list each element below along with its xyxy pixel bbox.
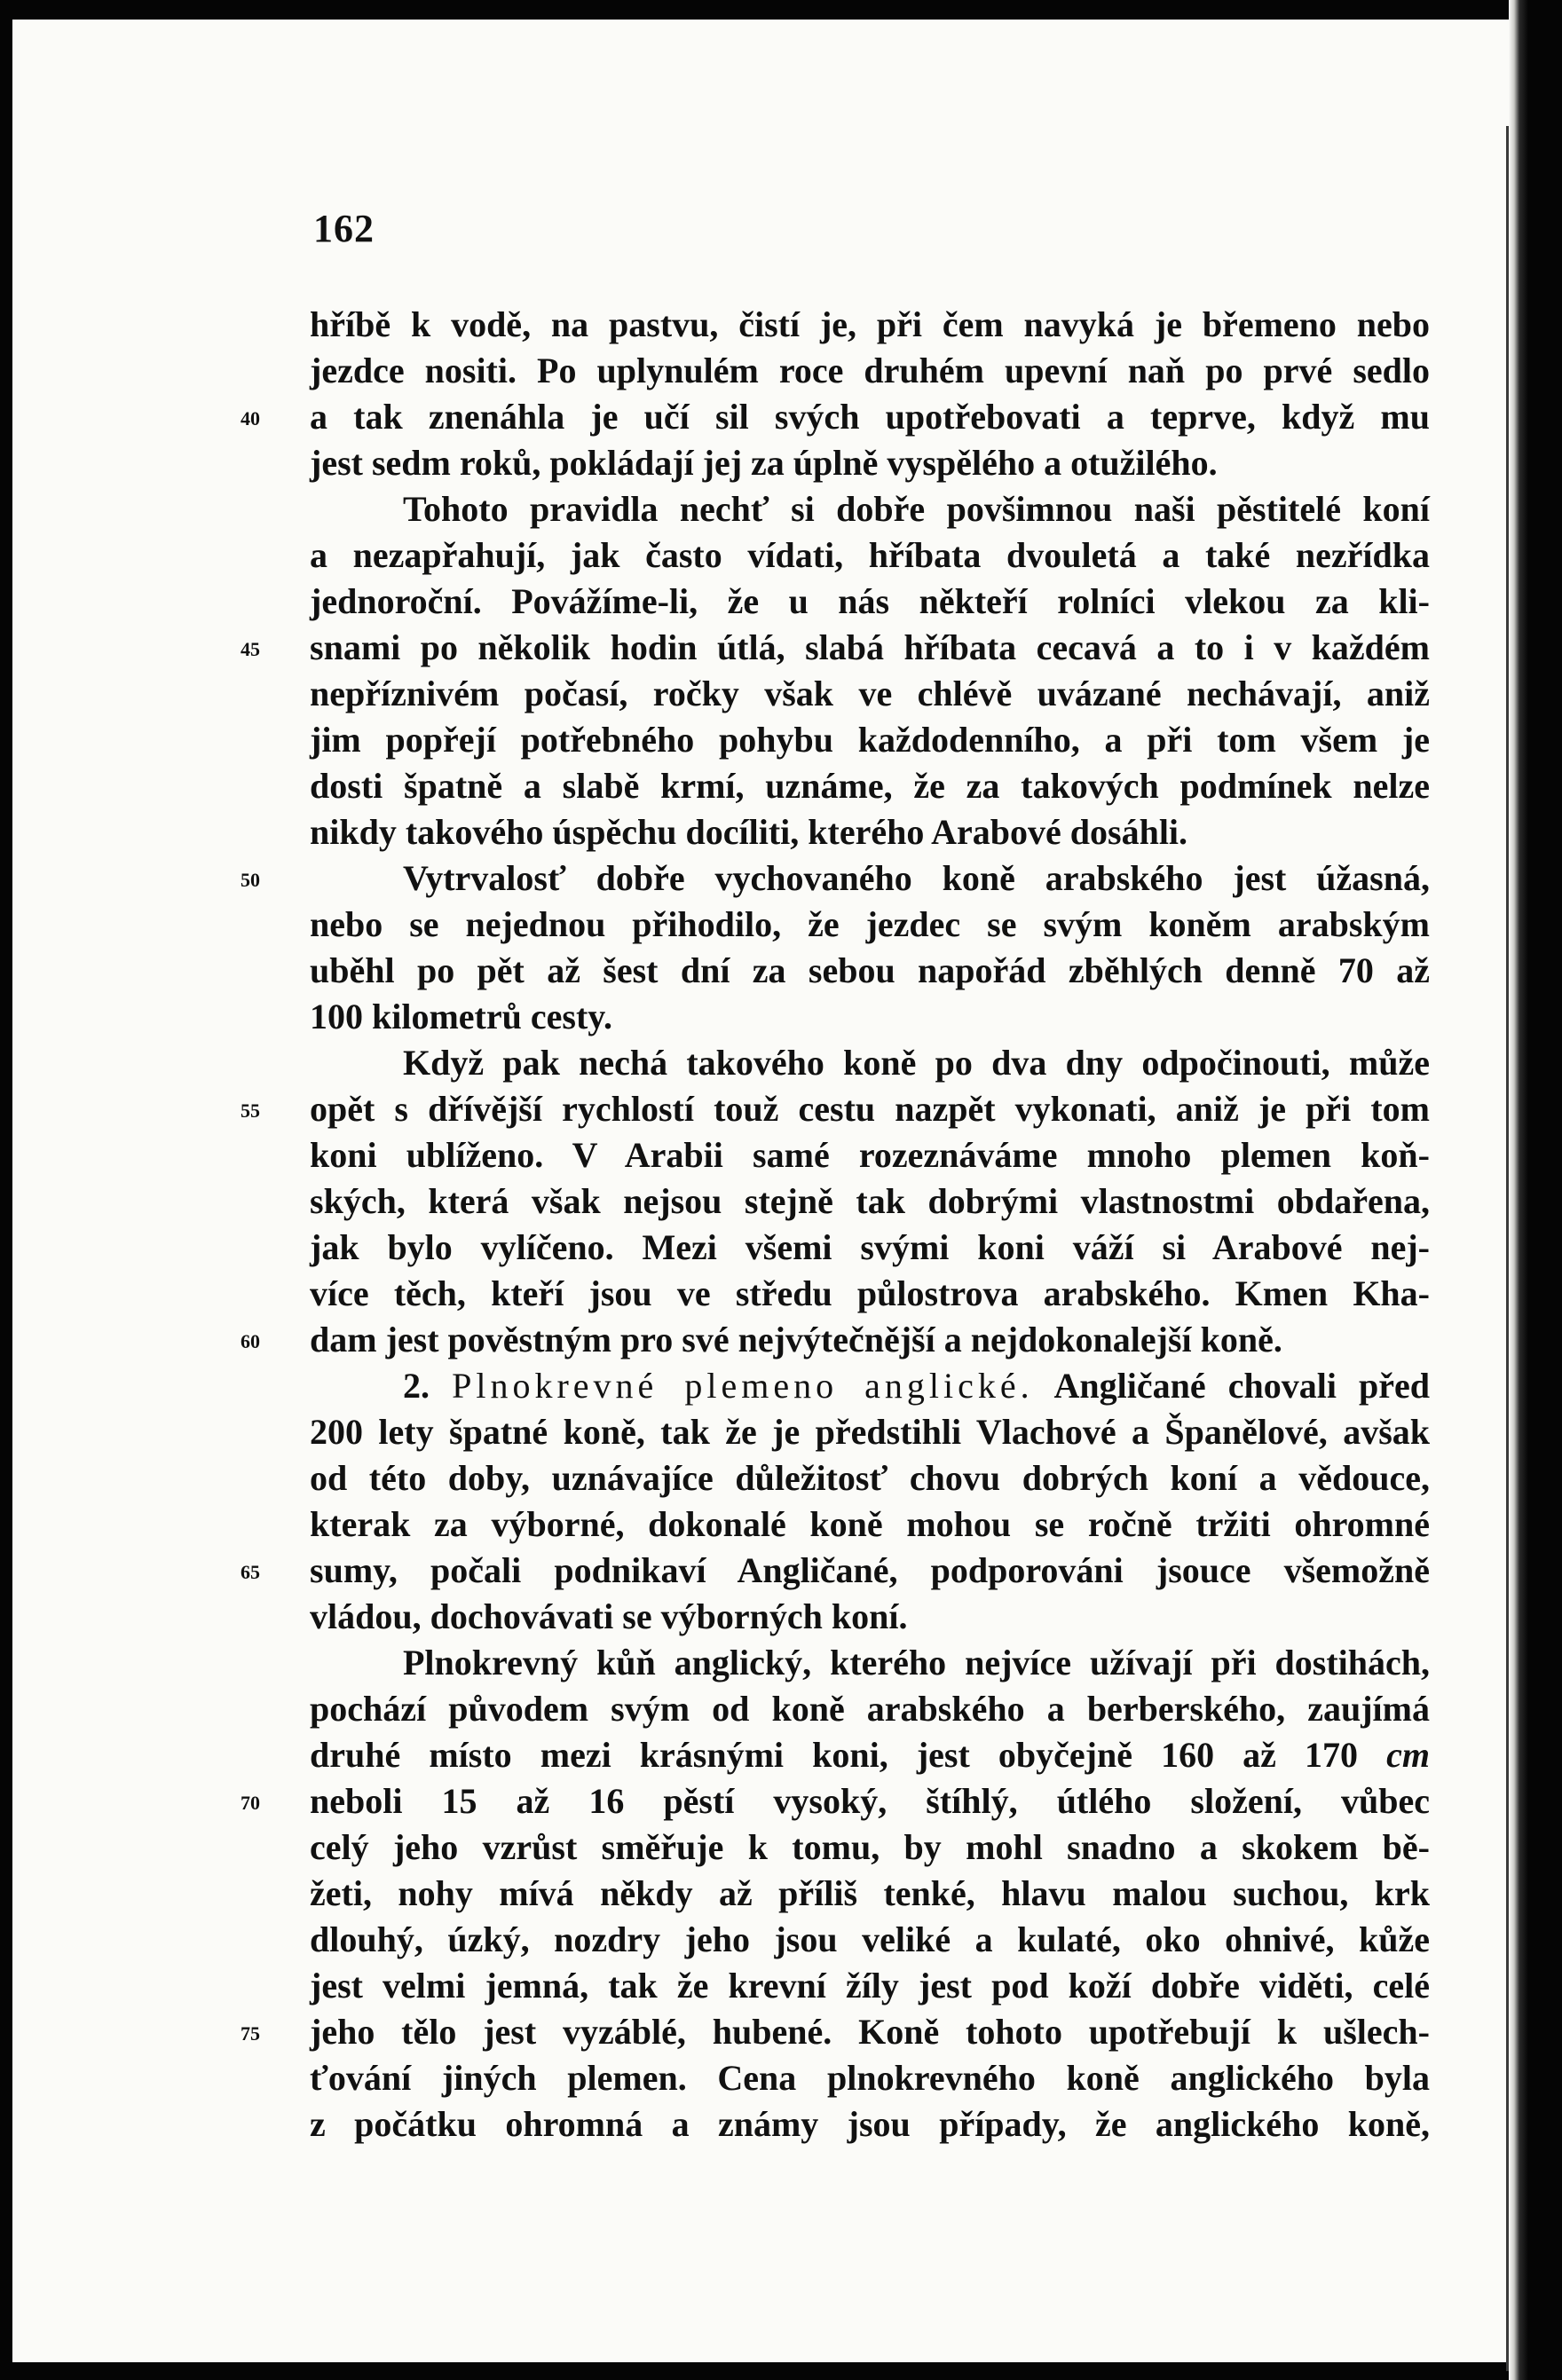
text-line: od této doby, uznávajíce důležitosť chovu dobrých koní a vědouce, bbox=[310, 1458, 1430, 1498]
section-number: 2. bbox=[403, 1366, 430, 1406]
text-line: žeti, nohy mívá někdy až příliš tenké, hlavu malou suchou, krk bbox=[310, 1873, 1430, 1913]
text-line: kterak za výborné, dokonalé koně mohou se ročně tržiti ohromné bbox=[310, 1504, 1430, 1544]
text-line: jednoroční. Povážíme-li, že u nás někteří rolníci vlekou za kli- bbox=[310, 581, 1430, 621]
text-segment: druhé místo mezi krásnými koni, jest obyčejně 160 až 170 bbox=[310, 1735, 1359, 1775]
section-heading-line bbox=[310, 1363, 1430, 1409]
text-line: 200 lety špatné koně, tak že je předstihli Vlachové a Španělové, avšak bbox=[310, 1412, 1430, 1452]
section-heading-rest: Angličané chovali před bbox=[1053, 1366, 1431, 1406]
text-line: celý jeho vzrůst směřuje k tomu, by mohl snadno a skokem bě- bbox=[310, 1827, 1430, 1867]
text-line: jest sedm roků, pokládají jej za úplně vyspělého a otužilého. bbox=[310, 443, 1218, 483]
text-line: neboli 15 až 16 pěstí vysoký, štíhlý, útlého složení, vůbec bbox=[310, 1781, 1430, 1821]
text-line: snami po několik hodin útlá, slabá hříbata cecavá a to i v každém bbox=[310, 627, 1430, 667]
text-line: Plnokrevný kůň anglický, kterého nejvíce užívají při dostihách, bbox=[403, 1643, 1430, 1683]
line-number-70: 70 bbox=[241, 1792, 260, 1814]
text-line: uběhl po pět až šest dní za sebou napořád zběhlých denně 70 až bbox=[310, 950, 1430, 990]
text-line: jest velmi jemná, tak že krevní žíly jest pod koží dobře viděti, celé bbox=[310, 1966, 1430, 2006]
text-line: pochází původem svým od koně arabského a berberského, zaujímá bbox=[310, 1689, 1430, 1729]
line-number-50: 50 bbox=[241, 869, 260, 891]
scan-top-border bbox=[0, 0, 1562, 20]
text-line: dlouhý, úzký, nozdry jeho jsou veliké a kulaté, oko ohnivé, kůže bbox=[310, 1919, 1430, 1959]
text-line: jezdce nositi. Po uplynulém roce druhém upevní naň po prvé sedlo bbox=[310, 351, 1430, 390]
page-number: 162 bbox=[313, 207, 375, 250]
text-line: hříbě k vodě, na pastvu, čistí je, při čem navyká je břemeno nebo bbox=[310, 304, 1430, 344]
text-line: Vytrvalosť dobře vychovaného koně arabského jest úžasná, bbox=[403, 858, 1430, 898]
text-line-with-unit bbox=[310, 1732, 1430, 1778]
scan-right-border bbox=[1509, 0, 1528, 2380]
text-line: opět s dřívější rychlostí touž cestu nazpět vykonati, aniž je při tom bbox=[310, 1089, 1430, 1129]
text-line: nebo se nejednou přihodilo, že jezdec se svým koněm arabským bbox=[310, 904, 1430, 944]
section-title: Plnokrevné plemeno anglické. bbox=[452, 1366, 1034, 1406]
text-line: nepříznivém počasí, ročky však ve chlévě uvázané nechávají, aniž bbox=[310, 674, 1430, 713]
line-number-65: 65 bbox=[241, 1561, 260, 1583]
text-line: více těch, kteří jsou ve středu půlostrova arabského. Kmen Kha- bbox=[310, 1273, 1430, 1313]
line-number-45: 45 bbox=[241, 638, 260, 660]
unit-cm: cm bbox=[1386, 1735, 1431, 1775]
line-number-40: 40 bbox=[241, 407, 260, 430]
text-line: nikdy takového úspěchu docíliti, kterého Arabové dosáhli. bbox=[310, 812, 1188, 852]
text-line: a nezapřahují, jak často vídati, hříbata dvouletá a také nezřídka bbox=[310, 535, 1430, 575]
text-line: ských, která však nejsou stejně tak dobrými vlastnostmi obdařena, bbox=[310, 1181, 1430, 1221]
text-line: jim popřejí potřebného pohybu každodenního, a při tom všem je bbox=[310, 720, 1430, 760]
text-line: Tohoto pravidla nechť si dobře povšimnou naši pěstitelé koní bbox=[403, 489, 1430, 529]
text-line: 100 kilometrů cesty. bbox=[310, 997, 613, 1036]
line-number-60: 60 bbox=[241, 1330, 260, 1352]
text-line: dosti špatně a slabě krmí, uznáme, že za takových podmínek nelze bbox=[310, 766, 1430, 806]
text-line: z počátku ohromná a známy jsou případy, že anglického koně, bbox=[310, 2104, 1430, 2144]
text-line: sumy, počali podnikaví Angličané, podporováni jsouce všemožně bbox=[310, 1550, 1430, 1590]
line-number-75: 75 bbox=[241, 2022, 260, 2045]
text-line: a tak znenáhla je učí sil svých upotřebovati a teprve, když mu bbox=[310, 397, 1430, 437]
text-line: ťování jiných plemen. Cena plnokrevného koně anglického byla bbox=[310, 2058, 1430, 2098]
line-number-55: 55 bbox=[241, 1099, 260, 1122]
text-line: koni ublíženo. V Arabii samé rozeznáváme mnoho plemen koň- bbox=[310, 1135, 1430, 1175]
text-line: Když pak nechá takového koně po dva dny odpočinouti, může bbox=[403, 1043, 1430, 1083]
text-line: vládou, dochovávati se výborných koní. bbox=[310, 1596, 908, 1636]
text-line: jeho tělo jest vyzáblé, hubené. Koně tohoto upotřebují k ušlech- bbox=[310, 2012, 1430, 2052]
text-line: dam jest pověstným pro své nejvýtečnější a nejdokonalejší koně. bbox=[310, 1320, 1282, 1359]
text-line: jak bylo vylíčeno. Mezi všemi svými koni váží si Arabové nej- bbox=[310, 1227, 1430, 1267]
